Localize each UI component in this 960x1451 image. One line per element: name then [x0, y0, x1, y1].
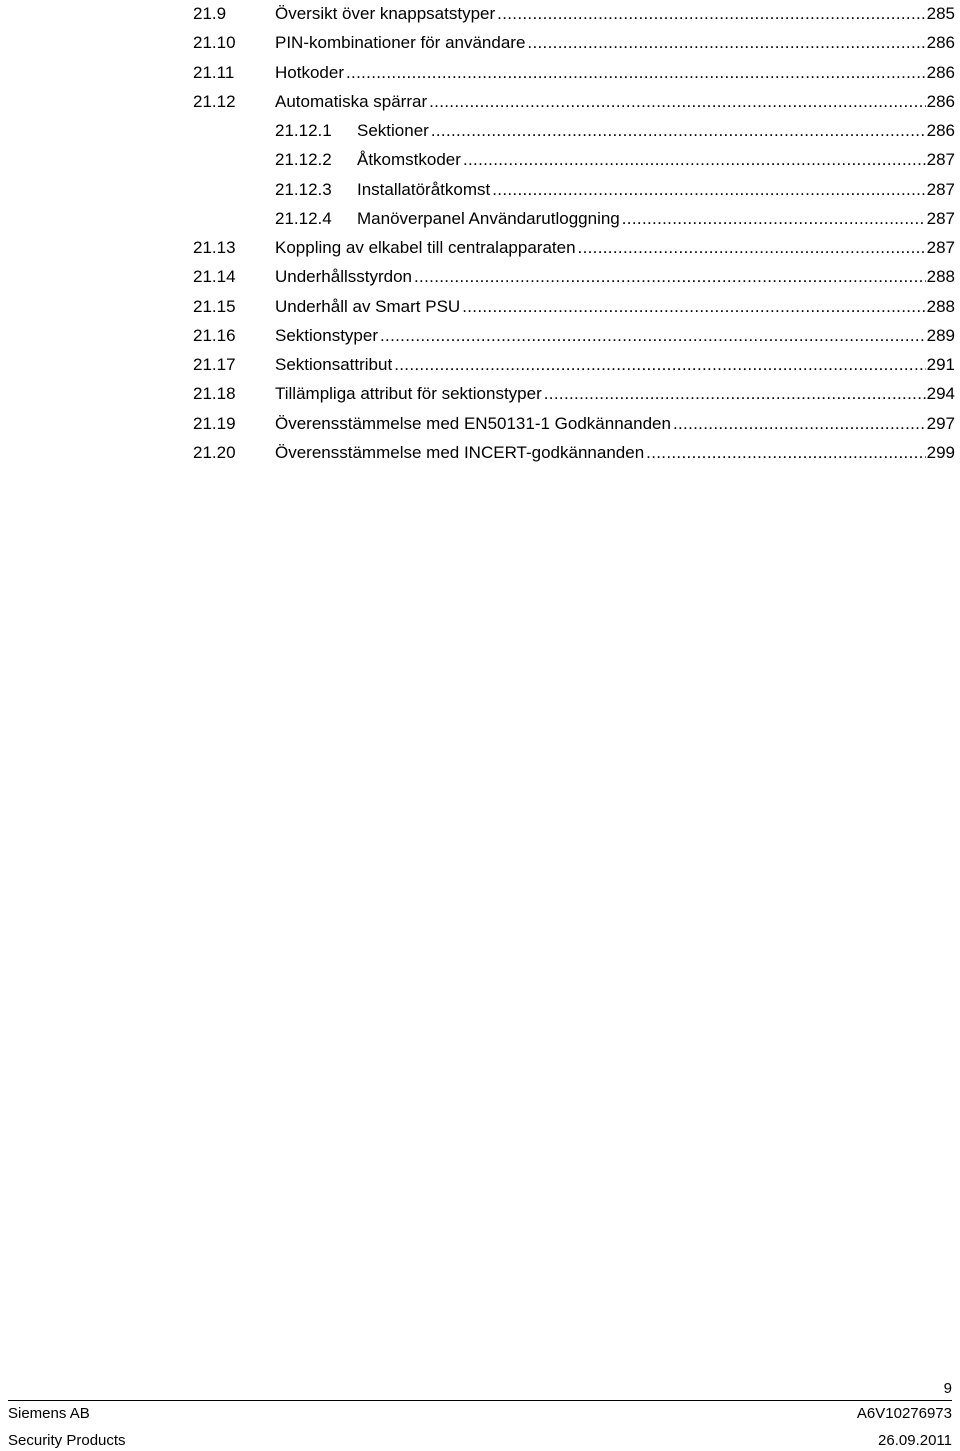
- toc-entry-page: 287: [926, 179, 955, 199]
- toc-entry-title: Tillämpliga attribut för sektionstyper: [275, 384, 542, 404]
- toc-entry-number: 21.12.3: [275, 179, 332, 199]
- toc-entry-page: 285: [926, 4, 955, 23]
- toc-entry-page: 288: [926, 267, 955, 287]
- toc-entry-title: Överensstämmelse med EN50131-1 Godkännanden: [275, 413, 671, 433]
- toc-dot-leader: [462, 297, 925, 317]
- toc-entry[interactable]: [193, 405, 955, 434]
- toc-entry-title: Sektioner: [357, 121, 429, 140]
- toc-dot-leader: [578, 238, 926, 258]
- toc-entry-page: 294: [926, 384, 955, 404]
- toc-entry-number: 21.17: [193, 355, 236, 374]
- toc-entry-title: Underhållsstyrdon: [275, 267, 413, 287]
- toc-entry-page: 288: [926, 296, 955, 316]
- toc-entry-page: 286: [926, 62, 955, 82]
- toc-entry-number: 21.12.4: [275, 208, 332, 228]
- toc-dot-leader: [497, 4, 925, 24]
- toc-entry[interactable]: [193, 375, 955, 404]
- toc-dot-leader: [527, 33, 925, 53]
- toc-entry-page: 289: [926, 325, 955, 345]
- toc-entry-number: 21.12: [193, 91, 236, 111]
- toc-entry-number: 21.12.2: [275, 150, 332, 170]
- footer-doc-id: A6V10276973: [856, 1405, 952, 1422]
- toc-dot-leader: [544, 384, 926, 404]
- toc-entry-page: 299: [926, 442, 955, 462]
- toc-dot-leader: [431, 121, 926, 141]
- toc-entry[interactable]: [193, 258, 955, 287]
- toc-entry[interactable]: [193, 346, 955, 375]
- footer-divider: [8, 1400, 952, 1401]
- toc-entry-title: PIN-kombinationer för användare: [275, 33, 526, 53]
- toc-entry-page: 286: [926, 33, 955, 53]
- toc-entry-number: 21.13: [193, 238, 236, 257]
- page-number: 9: [943, 1380, 952, 1397]
- toc-entry-number: 21.12.1: [275, 121, 332, 140]
- toc-entry[interactable]: [193, 317, 955, 346]
- toc-entry-page: 287: [926, 208, 955, 228]
- toc-dot-leader: [622, 209, 926, 229]
- toc-entry-number: 21.19: [193, 413, 236, 433]
- toc-entry-number: 21.20: [193, 442, 236, 462]
- toc-entry[interactable]: [193, 24, 955, 53]
- toc-entry-title: Manöverpanel Användarutloggning: [357, 208, 620, 228]
- toc-entry-number: 21.15: [193, 296, 236, 316]
- footer-company: Siemens AB: [8, 1405, 90, 1422]
- toc-entry-page: 287: [926, 238, 955, 257]
- toc-entry-title: Hotkoder: [275, 62, 344, 82]
- toc-entry-title: Sektionstyper: [275, 325, 378, 345]
- toc-entry-number: 21.16: [193, 325, 236, 345]
- toc-entry[interactable]: [275, 200, 955, 229]
- toc-entry[interactable]: [193, 54, 955, 83]
- toc-entry-page: 297: [926, 413, 955, 433]
- toc-entry-title: Installatöråtkomst: [357, 179, 491, 199]
- toc-dot-leader: [380, 326, 926, 346]
- toc-entry[interactable]: [193, 0, 955, 24]
- toc-dot-leader: [414, 267, 926, 287]
- toc-entry-page: 286: [926, 121, 955, 140]
- toc-dot-leader: [492, 180, 925, 200]
- toc-entry-title: Underhåll av Smart PSU: [275, 296, 461, 316]
- toc-entry[interactable]: [275, 112, 955, 141]
- toc-entry[interactable]: [193, 229, 955, 258]
- toc-dot-leader: [394, 355, 925, 375]
- toc-entry-title: Koppling av elkabel till centralapparaten: [275, 238, 576, 257]
- toc-entry-title: Överensstämmelse med INCERT-godkännanden: [275, 442, 645, 462]
- toc-entry-page: 287: [926, 150, 955, 170]
- toc-entry[interactable]: [193, 434, 955, 463]
- footer-division: Security Products: [8, 1432, 126, 1449]
- toc-dot-leader: [429, 92, 926, 112]
- toc-entry-title: Översikt över knappsatstyper: [275, 4, 496, 23]
- toc-entry[interactable]: [193, 288, 955, 317]
- toc-entry-title: Sektionsattribut: [275, 355, 393, 374]
- toc-dot-leader: [673, 414, 926, 434]
- toc-dot-leader: [646, 443, 925, 463]
- toc-dot-leader: [463, 150, 926, 170]
- toc-entry-number: 21.14: [193, 267, 236, 287]
- toc-entry[interactable]: [275, 141, 955, 170]
- toc-entry[interactable]: [193, 83, 955, 112]
- toc-entry-number: 21.10: [193, 33, 236, 53]
- toc-entry[interactable]: [275, 171, 955, 200]
- toc-dot-leader: [346, 63, 926, 83]
- toc-entry-number: 21.11: [193, 62, 235, 82]
- footer-date: 26.09.2011: [878, 1432, 952, 1449]
- toc-entry-number: 21.18: [193, 384, 236, 404]
- toc-entry-title: Åtkomstkoder: [357, 150, 461, 170]
- toc-entry-number: 21.9: [193, 4, 227, 23]
- toc-entry-page: 286: [926, 91, 955, 111]
- toc-entry-page: 291: [926, 355, 955, 374]
- toc-entry-title: Automatiska spärrar: [275, 91, 428, 111]
